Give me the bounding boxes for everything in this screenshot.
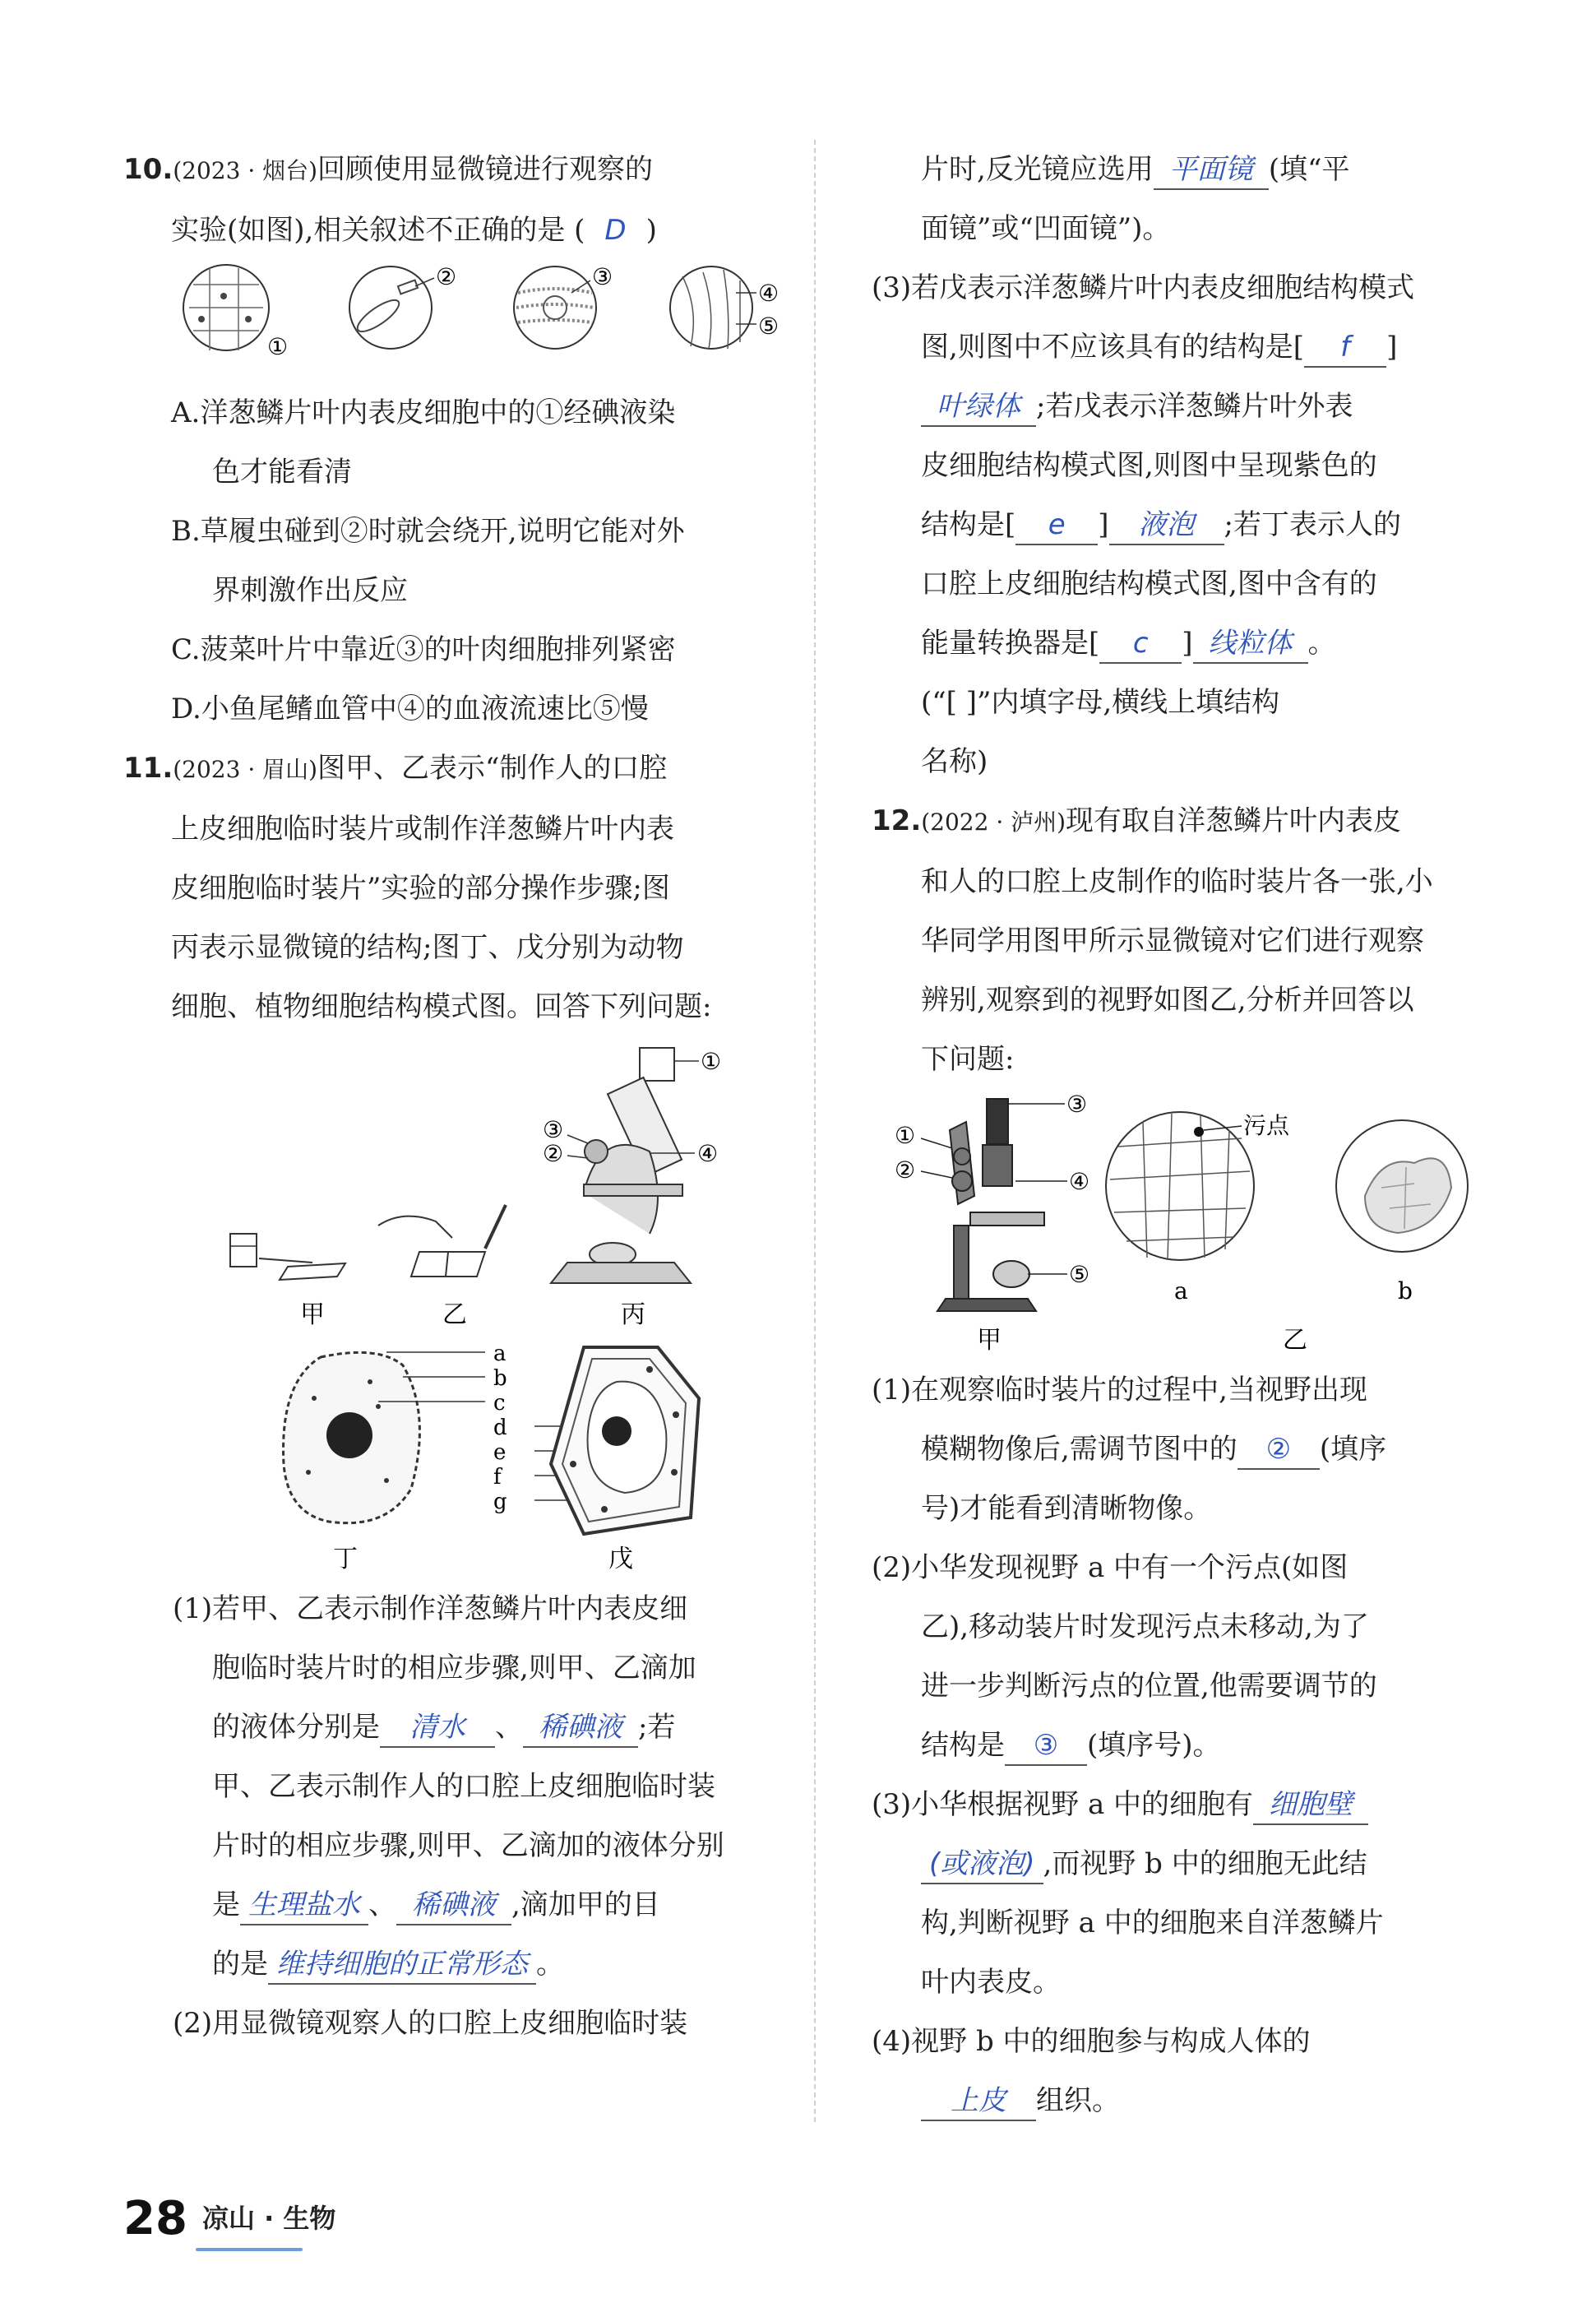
q12-p4-line1: (4)视野 b 中的细胞参与构成人体的 [872,2025,1311,2058]
q11-p3-line6: 口腔上皮细胞结构模式图,图中含有的 [921,568,1377,600]
q12-p2-line1: (2)小华发现视野 a 中有一个污点(如图 [872,1551,1349,1584]
q11-cell-label-b: b [493,1366,507,1391]
q10-number: 10. [123,153,173,186]
q11-p3-line3: 叶绿体 ;若戊表示洋葱鳞片叶外表 [872,377,1497,436]
q11-plant-cell [551,1347,699,1573]
footer-underline [196,2248,303,2251]
left-column [123,140,789,2053]
q10-label-1: ① [267,333,289,360]
q11-caption-bing: 丙 [621,1300,645,1329]
q11-p3-answer-4: 液泡 [1109,506,1224,545]
q11-p1-answer-2: 稀碘液 [523,1708,638,1748]
q12-line2: 和人的口腔上皮制作的临时装片各一张,小 [921,865,1433,898]
q10-stem: 回顾使用显微镜进行观察的 [317,153,654,186]
q12-caption-yi: 乙 [1283,1326,1307,1355]
q11-line5: 细胞、植物细胞结构模式图。回答下列问题: [171,990,712,1023]
q12-p1-line2: 模糊物像后,需调节图中的 ② (填序 [872,1420,1497,1479]
q12-p4-line2: 上皮 组织。 [872,2071,1497,2130]
q12-p3-line2: (或液泡) ,而视野 b 中的细胞无此结 [872,1834,1497,1893]
page-footer [123,2192,335,2250]
q10-option-a-1: A.洋葱鳞片叶内表皮细胞中的①经碘液染 [171,396,676,429]
q12-label-5: ⑤ [1069,1261,1090,1288]
q10-option-b-1: B.草履虫碰到②时就会绕开,说明它能对外 [171,515,685,548]
q11-source: (2023 · 眉山) [173,756,318,783]
q11-p3-answer-3: e [1015,506,1098,545]
q11-p1-answer-5: 维持细胞的正常形态 [268,1945,536,1985]
q11-caption-jia: 甲 [300,1300,325,1329]
q11-mic-label-4: ④ [697,1140,719,1167]
q12-view-b [1336,1120,1468,1304]
q11-cell-label-c: c [493,1391,506,1416]
q11-p3-line7: 能量转换器是[ c ] 线粒体 。 [872,614,1497,673]
q12-view-a [1106,1112,1290,1304]
q12-p3-line4: 叶内表皮。 [921,1966,1061,1999]
q12-p2-line2: 乙),移动装片时发现污点未移动,为了 [921,1610,1369,1643]
q11-caption-yi: 乙 [442,1300,467,1329]
q12-label-2: ② [895,1156,916,1184]
q11-line3: 皮细胞临时装片”实验的部分操作步骤;图 [171,872,670,905]
q12-label-4: ④ [1069,1168,1090,1195]
q11-p3-line5: 结构是[ e ] 液泡 ;若丁表示人的 [872,495,1497,554]
q11-line1: 11.(2023 · 眉山)图甲、乙表示“制作人的口腔 [123,752,668,785]
q12-p2-line4: 结构是 ③ (填序号)。 [872,1716,1497,1775]
q11-p2-line1: (2)用显微镜观察人的口腔上皮细胞临时装 [173,2007,688,2040]
q10-view-onion [183,265,288,360]
q11-p3-line2: 图,则图中不应该具有的结构是[ f ] [872,317,1497,377]
q11-p2-line3: 面镜”或“凹面镜”)。 [921,212,1171,245]
q12-view-a-label: a [1174,1277,1188,1304]
q11-p1-line6: 是 生理盐水 、 稀碘液 ,滴加甲的目 [123,1875,789,1935]
q11-p1-answer-1: 清水 [380,1708,495,1748]
q12-p3-line1: (3)小华根据视野 a 中的细胞有 细胞壁 [872,1775,1497,1834]
q11-microscope-bing [543,1048,721,1329]
q11-line2: 上皮细胞临时装片或制作洋葱鳞片叶内表 [171,813,674,846]
q11-p2-line2: 片时,反光镜应选用 平面镜 (填“平 [872,140,1497,199]
q10-source: (2023 · 烟台) [173,157,318,184]
q12-label-3: ③ [1066,1091,1088,1118]
q12-p2-line3: 进一步判断污点的位置,他需要调节的 [921,1670,1377,1703]
q12-p3-answer-1: 细胞壁 [1253,1786,1368,1825]
q10-view-paramecium [349,263,456,349]
q11-animal-cell [284,1352,420,1573]
q12-p3-answer-2: (或液泡) [921,1845,1043,1884]
q10-view-fish-tail [670,266,779,349]
q10-option-c: C.菠菜叶片中靠近③的叶肉细胞排列紧密 [171,633,676,666]
q11-p1-line7: 的是 维持细胞的正常形态 。 [123,1935,789,1994]
q12-view-b-label: b [1398,1277,1413,1304]
q12-number: 12. [872,804,922,837]
q11-p1-line1: (1)若甲、乙表示制作洋葱鳞片叶内表皮细 [173,1592,688,1625]
q12-p3-line3: 构,判断视野 a 中的细胞来自洋葱鳞片 [921,1907,1384,1939]
q10-line2: 实验(如图),相关叙述不正确的是 ( D ) [171,214,657,247]
q11-p1-line3: 的液体分别是 清水 、 稀碘液 ;若 [123,1698,789,1757]
q12-p1-line3: 号)才能看到清晰物像。 [921,1492,1212,1525]
q11-caption-wu: 戊 [608,1545,633,1573]
q12-source: (2022 · 泸州) [921,809,1066,836]
q11-cell-label-d: d [493,1416,507,1440]
q12-line4: 辨别,观察到的视野如图乙,分析并回答以 [921,984,1414,1017]
q10-option-d: D.小鱼尾鳍血管中④的血液流速比⑤慢 [171,693,649,725]
q12-figure [872,1089,1497,1360]
q12-p1-line1: (1)在观察临时装片的过程中,当视野出现 [872,1374,1367,1406]
q11-p3-line9: 名称) [921,745,988,778]
page-title: 凉山 · 生物 [201,2203,336,2234]
q11-p1-answer-4: 稀碘液 [396,1886,511,1925]
q11-mic-label-3: ③ [543,1116,564,1143]
q11-p2-answer: 平面镜 [1154,151,1269,190]
q11-p3-answer-2: 叶绿体 [921,387,1036,427]
q10-answer: D [604,214,627,247]
q11-p3-answer-6: 线粒体 [1193,624,1308,664]
q11-number: 11. [123,752,173,785]
q12-spot-label: 污点 [1243,1112,1290,1139]
q10-label-4: ④ [758,280,779,307]
q10-label-2: ② [436,263,457,290]
q10-view-leaf [514,263,613,349]
q11-p3-line4: 皮细胞结构模式图,则图中呈现紫色的 [921,449,1377,482]
q10-line1 [123,140,789,201]
q11-figure-bottom [123,1341,789,1579]
q11-p3-line1: (3)若戊表示洋葱鳞片叶内表皮细胞结构模式 [872,271,1415,304]
q11-cell-label-e: e [493,1440,507,1465]
right-column [872,140,1497,2130]
q11-caption-ding: 丁 [333,1545,358,1573]
q12-p4-answer: 上皮 [921,2082,1036,2121]
q11-p3-line8: (“[ ]”内填字母,横线上填结构 [921,686,1280,719]
q11-cell-label-f: f [493,1465,502,1490]
q12-caption-jia: 甲 [977,1326,1002,1355]
q12-line1: 12.(2022 · 泸州)现有取自洋葱鳞片叶内表皮 [872,804,1402,837]
q11-step-yi [378,1205,506,1329]
q11-p1-line5: 片时的相应步骤,则甲、乙滴加的液体分别 [212,1829,724,1862]
q12-p2-answer: ③ [1005,1726,1087,1766]
q11-cell-label-g: g [493,1490,507,1514]
q10-figure [123,260,789,383]
q10-option-a-2: 色才能看清 [212,456,352,489]
q11-p3-answer-1: f [1304,328,1386,368]
q12-p1-answer: ② [1237,1430,1320,1470]
q11-mic-label-1: ① [701,1048,722,1075]
q11-mic-label-2: ② [543,1140,564,1167]
q11-step-jia [230,1234,345,1329]
q11-p1-answer-3: 生理盐水 [240,1886,368,1925]
q11-p3-answer-5: c [1099,624,1182,664]
q12-microscope-jia [895,1091,1089,1355]
q10-label-5: ⑤ [758,313,779,340]
q12-label-1: ① [895,1122,916,1149]
q10-label-3: ③ [592,263,613,290]
q10-option-b-2: 界刺激作出反应 [212,574,408,607]
column-divider [814,140,816,2122]
q11-p1-line4: 甲、乙表示制作人的口腔上皮细胞临时装 [212,1770,715,1803]
q11-figure-top [123,1036,789,1341]
q12-line5: 下问题: [921,1043,1015,1076]
page-number: 28 [123,2192,187,2245]
q11-p1-line2: 胞临时装片时的相应步骤,则甲、乙滴加 [212,1652,696,1684]
q11-line4: 丙表示显微镜的结构;图丁、戊分别为动物 [171,931,684,964]
q11-cell-label-a: a [493,1341,507,1366]
q12-line3: 华同学用图甲所示显微镜对它们进行观察 [921,924,1424,957]
